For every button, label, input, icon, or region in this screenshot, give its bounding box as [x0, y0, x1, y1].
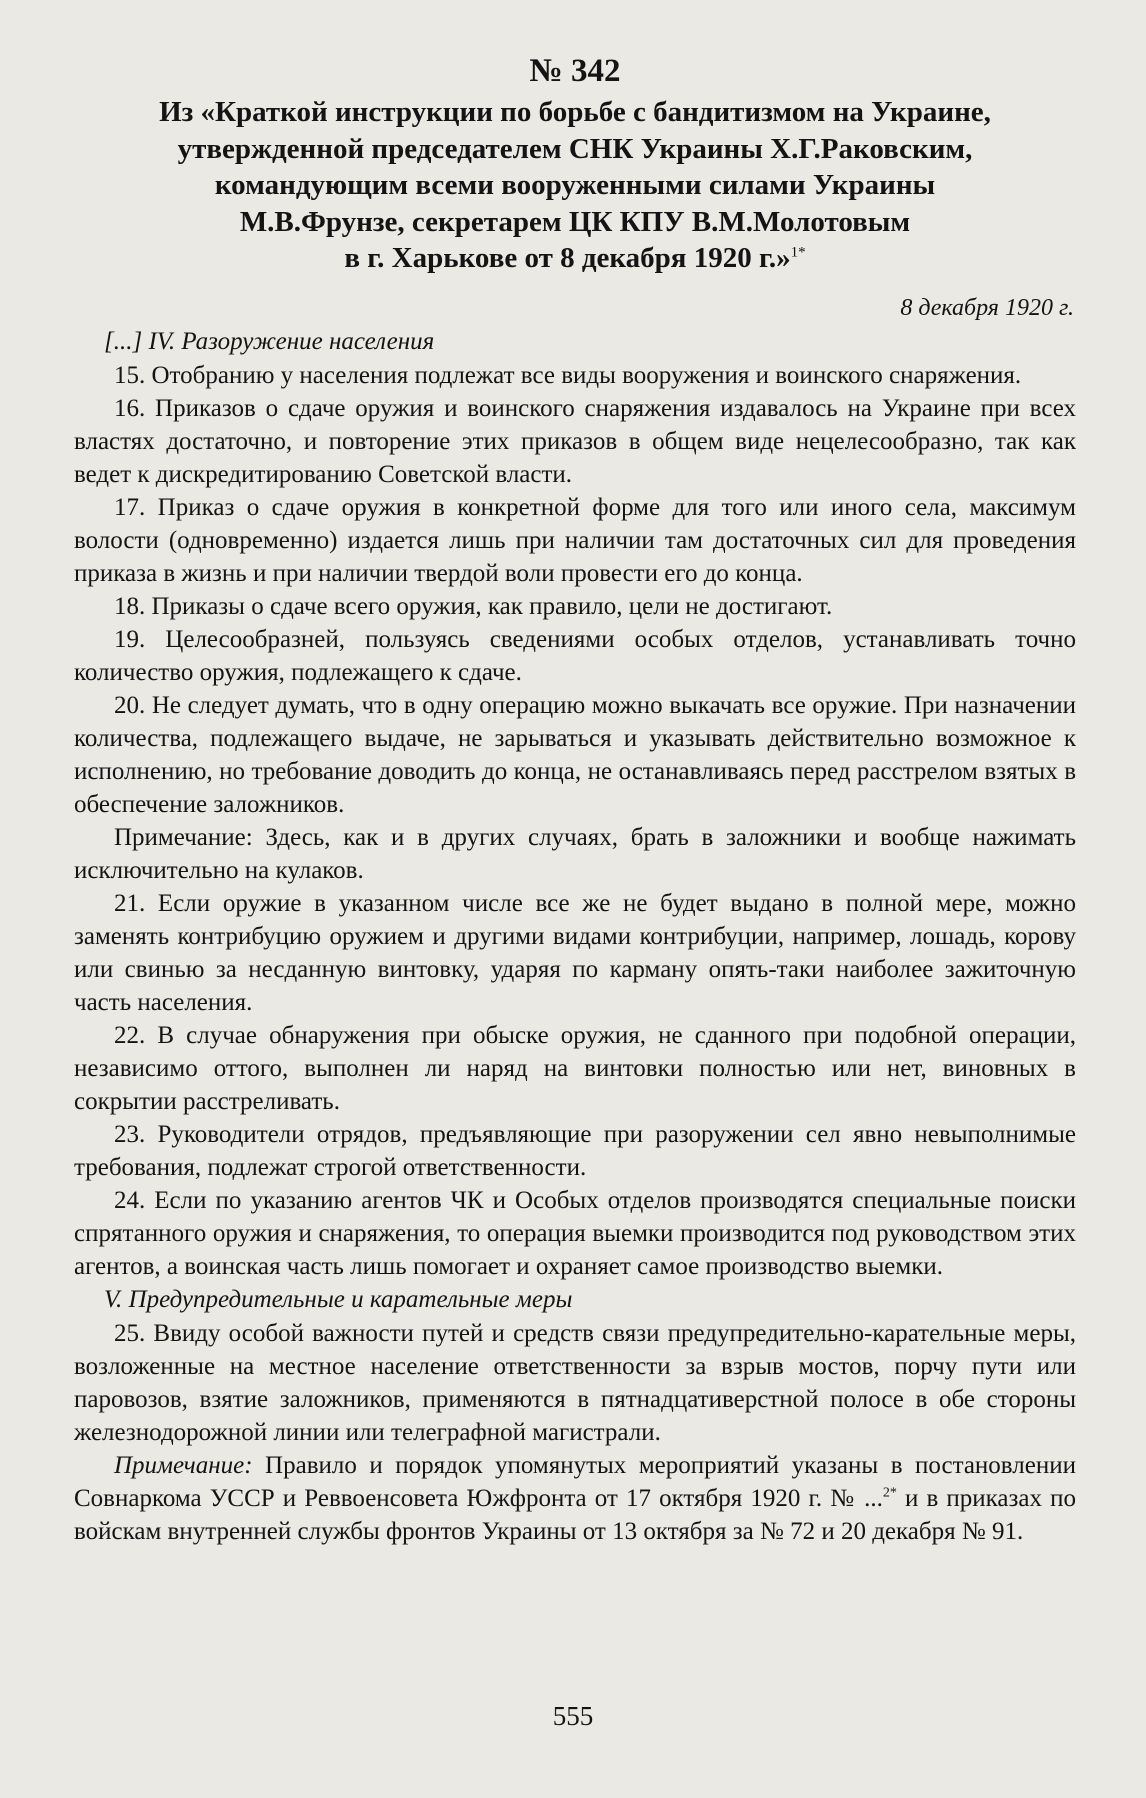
section-heading-iv: [...] IV. Разоружение населения: [104, 327, 435, 355]
paragraph-19: 19. Целесообразней, пользуясь сведениями особых отделов, устанавливать точно количество оружия, подлежащего к сдаче.: [74, 625, 1076, 686]
document-body: [74, 325, 1076, 1548]
final-note-text-2: и в приказах по войскам внутренней службы фронтов Украины от 13 октября за № 72 и 20 декабря № 91.: [74, 1484, 1076, 1545]
paragraph-23: 23. Руководители отрядов, предъявляющие при разоружении сел явно невыполнимые требования, подлежат строгой ответственности.: [74, 1120, 1076, 1181]
paragraph-16: 16. Приказов о сдаче оружия и воинского снаряжения издавалось на Украине при всех властях достаточно, и повторение этих приказов в общем виде нецелесообразно, так как ведет к дискредитированию Советской власти.: [74, 394, 1076, 488]
paragraph-20: 20. Не следует думать, что в одну операцию можно выкачать все оружие. При назначении количества, подлежащего выдаче, не зарываться и указывать действительно возможное к исполнению, но требование доводить до конца, не останавливаясь перед расстрелом взятых в обеспечение заложников.: [74, 691, 1076, 818]
document-date: 8 декабря 1920 г.: [900, 294, 1074, 321]
final-note-footnote-mark: 2*: [882, 1485, 897, 1501]
paragraph-21: 21. Если оружие в указанном числе все же не будет выдано в полной мере, можно заменять контрибуцию оружием и другими видами контрибуции, например, лошадь, корову или свинью за несданную винтовку, ударяя по карману опять-таки наиболее зажиточную часть населения.: [74, 889, 1076, 1016]
paragraph-25: 25. Ввиду особой важности путей и средств связи предупредительно-карательные меры, возложенные на местное население ответственности за взрыв мостов, порчу пути или паровозов, взятие заложников, применяются в пятнадцативерстной полосе в обе стороны железнодорожной линии или телеграфной магистрали.: [74, 1319, 1076, 1446]
final-note-label: Примечание:: [114, 1451, 253, 1479]
page-number: 555: [552, 1701, 594, 1731]
paragraph-17: 17. Приказ о сдаче оружия в конкретной форме для того или иного села, максимум волости (одновременно) издается лишь при наличии там достаточных сил для проведения приказа в жизнь и при наличии твердой воли провести его до конца.: [74, 493, 1076, 587]
final-note: [74, 1449, 1076, 1548]
title-footnote-mark: 1*: [790, 244, 806, 261]
note-paragraph-20: Примечание: Здесь, как и в других случаях, брать в заложники и вообще нажимать исключительно на кулаков.: [74, 823, 1076, 884]
title-line: командующим всеми вооруженными силами Украины: [214, 169, 936, 201]
title-line: утвержденной председателем СНК Украины Х.Г.Раковским,: [177, 132, 973, 165]
document-number: № 342: [529, 53, 621, 89]
title-line: Из «Краткой инструкции по борьбе с бандитизмом на Украине,: [159, 96, 991, 128]
title-line: в г. Харькове от 8 декабря 1920 г.»: [344, 242, 791, 274]
paragraph-15: 15. Отобранию у населения подлежат все виды вооружения и воинского снаряжения.: [114, 361, 1022, 389]
section-heading-v: V. Предупредительные и карательные меры: [104, 1285, 573, 1313]
paragraph-18: 18. Приказы о сдаче всего оружия, как правило, цели не достигают.: [114, 592, 833, 620]
title-line: М.В.Фрунзе, секретарем ЦК КПУ В.М.Молотовым: [239, 205, 911, 238]
paragraph-24: 24. Если по указанию агентов ЧК и Особых отделов производятся специальные поиски спрятанного оружия и снаряжения, то операция выемки производится под руководством этих агентов, а воинская часть лишь помогает и охраняет самое производство выемки.: [74, 1186, 1076, 1280]
paragraph-22: 22. В случае обнаружения при обыске оружия, не сданного при подобной операции, независимо оттого, выполнен ли наряд на винтовки полностью или нет, виновных в сокрытии расстреливать.: [74, 1021, 1076, 1115]
document-title: [110, 94, 1040, 277]
final-note-text-1: Правило и порядок упомянутых мероприятий указаны в постановлении Совнаркома УССР и Реввоенсовета Южфронта от 17 октября 1920 г. № ...: [74, 1451, 1076, 1512]
title-line-last: [110, 240, 1040, 277]
